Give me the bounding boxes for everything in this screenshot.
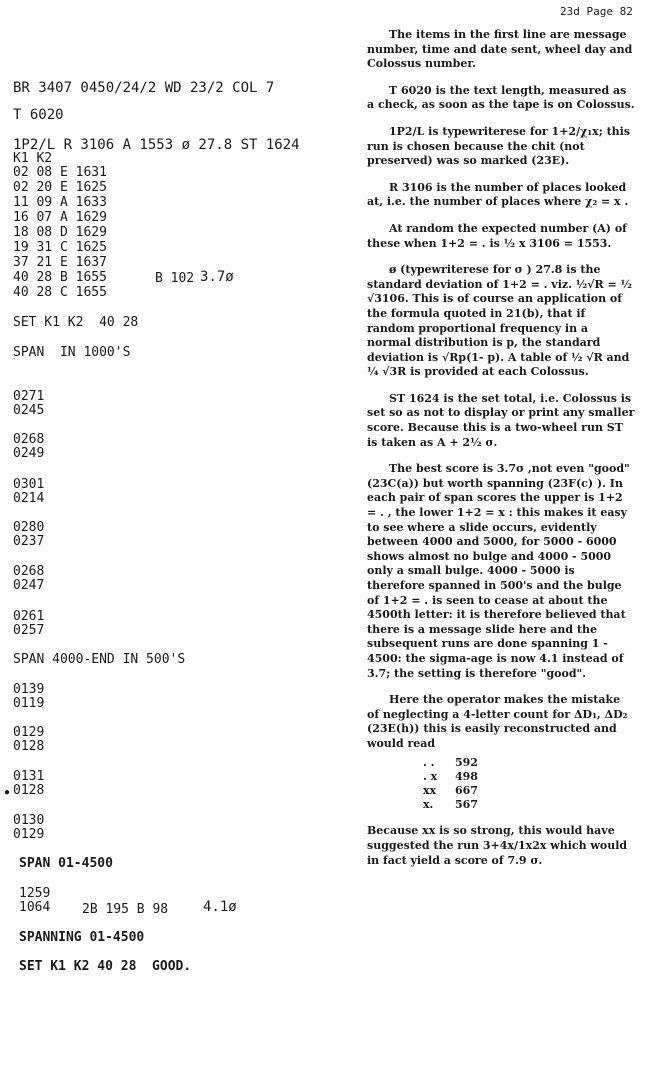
score-row: 40 28 C 1655 — [13, 285, 107, 300]
count-key: x. — [423, 798, 434, 812]
commentary-paragraph: ø (typewriterese for σ ) 27.8 is the standard deviation of 1+2 = . viz. ½√R = ½ √3106. This is of course an application of the formula quoted in 21(b), that if random proportional frequency in a normal distribution is p, the standard deviation is √Rp(1- p). A table of ½ √R and ¼ √3R is provided at each Colossus. — [367, 263, 632, 379]
span-score: 0129 — [13, 827, 45, 842]
span-score: 0214 — [13, 491, 45, 506]
commentary-paragraph: ST 1624 is the set total, i.e. Colossus is set so as not to display or print any smaller score. Because this is a two-wheel run ST is taken as A + 2½ σ. — [367, 391, 635, 449]
score-row: 19 31 C 1625 — [13, 240, 107, 255]
span-heading: SPAN 4000-END IN 500'S — [13, 652, 186, 667]
score-row: 16 07 A 1629 — [13, 210, 107, 225]
commentary-paragraph: 1P2/L is typewriterese for 1+2/χ₁x; this run is chosen because the chit (not preserved) was so marked (23E). — [367, 124, 631, 168]
count-value: 498 — [455, 769, 478, 783]
commentary-paragraph: The items in the first line are message number, time and date sent, wheel day and Colossus number. — [367, 28, 633, 71]
commentary-paragraph: R 3106 is the number of places looked at, i.e. the number of places where χ₂ = x . — [367, 180, 629, 209]
count-value: 667 — [455, 783, 478, 797]
span-score: 0249 — [13, 446, 45, 461]
count-key: xx — [423, 783, 437, 797]
span-score: 0301 — [13, 477, 45, 492]
score-row: 02 08 E 1631 — [13, 165, 107, 180]
commentary-paragraph: Here the operator makes the mistake of neglecting a 4-letter count for ΔD₁, ΔD₂ (23E(h)) this is easily reconstructed and would read — [367, 693, 628, 750]
commentary-paragraph: Because xx is so strong, this would have suggested the run 3+4x/1x2x which would in fact yield a score of 7.9 σ. — [367, 824, 628, 867]
final-score: 1064 — [19, 900, 51, 915]
best-score-sigma: 3.7ø — [200, 269, 234, 285]
span-score: 0247 — [13, 578, 45, 593]
text-length-line: T 6020 — [13, 107, 64, 123]
message-header-line: BR 3407 0450/24/2 WD 23/2 COL 7 — [13, 80, 275, 96]
span-score: 0129 — [13, 725, 45, 740]
final-score-details: 2B 195 B 98 — [82, 902, 169, 917]
span-score: 0271 — [13, 389, 45, 404]
span-score: 0128 — [13, 739, 45, 754]
commentary-paragraph: The best score is 3.7σ ,not even "good" (23C(a)) but worth spanning (23F(c) ). In each pair of span scores the upper is 1+2 = . , the lower 1+2 = x : this makes it easy to see where a slide occurs, evidently between 4000 and 5000, for 5000 - 6000 shows almost no bulge and 4000 - 5000 only a small bulge. 4000 - 5000 is therefore spanned in 500's and the bulge of 1+2 = . is seen to cease at about the 4500th letter: it is therefore believed that there is a message slide here and the subsequent runs are done spanning 1 - 4500: the sigma-age is now 4.1 instead of 3.7; the setting is therefore "good". — [367, 462, 630, 680]
commentary-column — [367, 28, 635, 868]
count-row — [423, 756, 635, 770]
span-score: 0245 — [13, 403, 45, 418]
spanning-line: SPANNING 01-4500 — [19, 930, 145, 945]
final-score-sigma: 4.1ø — [203, 899, 237, 915]
span-heading: SPAN 01-4500 — [19, 856, 113, 871]
count-key: . x — [423, 769, 438, 783]
span-score: 0261 — [13, 609, 45, 624]
span-score: 0268 — [13, 432, 45, 447]
count-table — [423, 756, 635, 813]
commentary-paragraph: At random the expected number (A) of these when 1+2 = . is ½ x 3106 = 1553. — [367, 221, 627, 250]
page-number: 23d Page 82 — [560, 5, 633, 18]
score-row: 11 09 A 1633 — [13, 195, 107, 210]
span-score: 0131 — [13, 769, 45, 784]
span-score: 0130 — [13, 813, 45, 828]
run-line: 1P2/L R 3106 A 1553 ø 27.8 ST 1624 — [13, 137, 300, 153]
score-row: 18 08 D 1629 — [13, 225, 107, 240]
span-score: 0119 — [13, 696, 45, 711]
margin-dot: ● — [4, 787, 11, 798]
score-row: 37 21 E 1637 — [13, 255, 107, 270]
count-row — [423, 798, 635, 812]
count-value: 592 — [455, 755, 478, 769]
final-score: 1259 — [19, 886, 51, 901]
span-score: 0237 — [13, 534, 45, 549]
score-row: 02 20 E 1625 — [13, 180, 107, 195]
span-score: 0280 — [13, 520, 45, 535]
final-set-line: SET K1 K2 40 28 GOOD. — [19, 959, 192, 974]
span-score: 0139 — [13, 682, 45, 697]
count-key: . . — [423, 755, 435, 769]
commentary-paragraph: T 6020 is the text length, measured as a check, as soon as the tape is on Colossus. — [367, 83, 635, 112]
span-score: 0268 — [13, 564, 45, 579]
count-row — [423, 770, 635, 784]
span-heading: SPAN IN 1000'S — [13, 345, 131, 360]
span-score: 0128 — [13, 783, 45, 798]
k1-k2-label: K1 K2 — [13, 151, 53, 166]
count-row — [423, 784, 635, 798]
score-row: 40 28 B 1655 — [13, 270, 107, 285]
set-line: SET K1 K2 40 28 — [13, 315, 139, 330]
count-value: 567 — [455, 798, 478, 812]
best-score-label: B 102 — [155, 271, 195, 286]
span-score: 0257 — [13, 623, 45, 638]
